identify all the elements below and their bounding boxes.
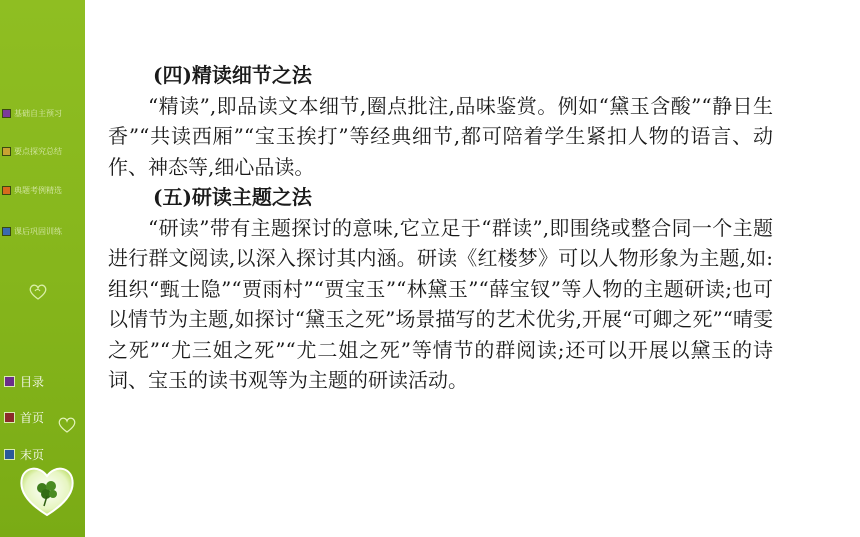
nav-item-label: 基础自主预习 xyxy=(14,108,62,118)
nav-square-icon xyxy=(2,227,11,236)
toc-button[interactable] xyxy=(4,372,44,390)
nav-item-label: 课后巩固训练 xyxy=(14,226,62,236)
nav-square-icon xyxy=(2,186,11,195)
first-page-label: 首页 xyxy=(20,410,45,425)
nav-item-examples[interactable] xyxy=(2,183,84,197)
toc-label: 目录 xyxy=(20,374,45,389)
heart-swirl-icon xyxy=(28,283,48,301)
nav-item-key-points[interactable] xyxy=(2,144,84,158)
first-page-button[interactable] xyxy=(4,408,44,426)
paragraph-intensive-reading: “精读”,即品读文本细节,圈点批注,品味鉴赏。例如“黛玉含酸”“静日生香”“共读西厢”“宝玉挨打”等经典细节,都可陪着学生紧扣人物的语言、动作、神态等,细心品读。 xyxy=(108,93,773,179)
paragraph-theme-study: “研读”带有主题探讨的意味,它立足于“群读”,即围绕或整合同一个主题进行群文阅读,以深入探讨其内涵。研读《红楼梦》可以人物形象为主题,如:组织“甄士隐”“贾雨村”“贾宝玉”“林黛玉”“薛宝钗”等人物的主题研读;也可以情节为主题,如探讨“黛玉之死”场景描写的艺术优劣,开展“可卿之死”“晴雯之死”“尤三姐之死”“尤二姐之死”等情节的群阅读;还可以开展以黛玉的诗词、宝玉的读书观等为主题的研读活动。 xyxy=(108,215,773,392)
last-page-label: 末页 xyxy=(20,447,45,462)
heart-clover-emblem xyxy=(17,462,77,518)
nav-square-icon xyxy=(2,147,11,156)
nav-item-label: 典题考例精选 xyxy=(14,185,62,195)
first-page-square-icon xyxy=(4,412,15,423)
sidebar xyxy=(0,0,85,537)
nav-square-icon xyxy=(2,109,11,118)
last-page-square-icon xyxy=(4,449,15,460)
section-heading-theme-study: (五)研读主题之法 xyxy=(153,185,312,209)
nav-item-label: 要点探究总结 xyxy=(14,146,62,156)
nav-item-practice[interactable] xyxy=(2,224,84,238)
section-heading-intensive-reading: (四)精读细节之法 xyxy=(153,63,312,87)
toc-square-icon xyxy=(4,376,15,387)
main-content xyxy=(108,60,773,396)
heart-swirl-small-icon xyxy=(57,416,77,434)
last-page-button[interactable] xyxy=(4,445,44,463)
nav-item-preview[interactable] xyxy=(2,106,84,120)
